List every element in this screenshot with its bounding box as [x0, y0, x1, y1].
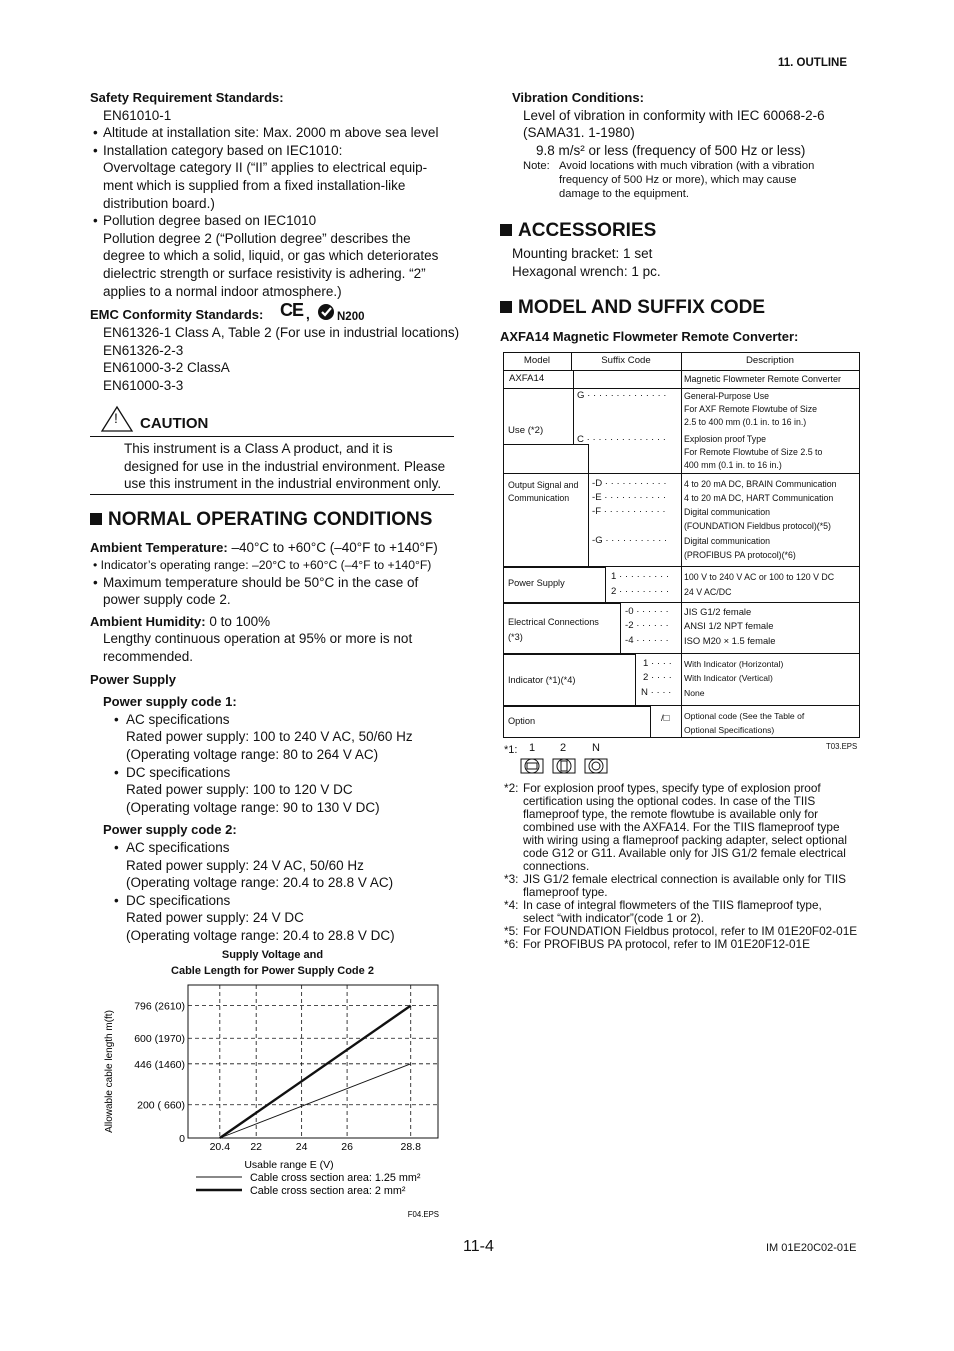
- safety-bullet-subline: Pollution degree 2 (“Pollution degree” describes the: [103, 230, 411, 246]
- bullet-dot: •: [114, 711, 119, 727]
- output-code-e: -E · · · · · · · · · · ·: [592, 492, 667, 503]
- bullet-dot: •: [93, 213, 98, 229]
- ps1-title: Power supply code 1:: [103, 694, 237, 710]
- safety-bullet-subline: distribution board.): [103, 195, 215, 211]
- use-desc-c: [684, 433, 822, 472]
- note-line: combined use with the AXFA14. For the TIIS flameproof type: [523, 820, 840, 834]
- ambient-temp-note: • Indicator’s operating range: –20°C to +60°C (–4°F to +140°F): [93, 557, 432, 572]
- heading-square-icon: [90, 513, 102, 525]
- indicator-desc-2: With Indicator (Vertical): [684, 673, 773, 683]
- ps2-specs: [90, 839, 460, 945]
- output-desc-line: (FOUNDATION Fieldbus protocol)(*5): [684, 521, 831, 532]
- output-desc-f: [684, 505, 831, 534]
- ps-spec-head: [90, 892, 460, 910]
- ps-spec-head: [90, 764, 460, 782]
- power-supply-title: Power Supply: [90, 671, 176, 687]
- cable-length-chart: [100, 947, 460, 1227]
- y-tick-label: 0: [179, 1133, 185, 1145]
- safety-standard-line: EN61010-1: [103, 107, 172, 123]
- x-axis-label: Usable range E (V): [244, 1159, 334, 1171]
- output-code-g: -G · · · · · · · · · · ·: [592, 535, 668, 546]
- caution-exclamation: !: [114, 410, 118, 426]
- indicator-code-n: N · · · ·: [641, 687, 672, 698]
- use-desc-line: 400 mm (0.1 in. to 16 in.): [684, 460, 782, 470]
- bullet-dot: •: [93, 142, 98, 158]
- note-key: *5:: [504, 924, 519, 938]
- max-temp-line: power supply code 2.: [103, 592, 231, 608]
- chart-subtitle: Cable Length for Power Supply Code 2: [171, 965, 374, 977]
- legend-entry: Cable cross section area: 1.25 mm²: [250, 1172, 421, 1184]
- note-line: JIS G1/2 female electrical connection is available only for TIIS: [523, 872, 847, 886]
- ps-spec-line: Rated power supply: 24 V DC: [126, 910, 304, 926]
- note-key: *6:: [504, 937, 519, 951]
- vibration-limit: 9.8 m/s² or less (frequency of 500 Hz or less): [536, 142, 806, 158]
- safety-bullet-subline: degree to which a solid, liquid, or gas which deteriorates: [103, 248, 439, 264]
- power-code-2: 2 · · · · · · · · ·: [611, 586, 670, 597]
- ps1-specs: [90, 711, 460, 817]
- note-line: code G12 or G11. Available only for JIS G1/2 female electrical: [523, 846, 846, 860]
- accessories-heading: [500, 220, 860, 242]
- note-line: select “with indicator”(code 1 or 2).: [523, 911, 704, 925]
- power-label: Power Supply: [508, 578, 565, 588]
- ps2-title: Power supply code 2:: [103, 822, 237, 838]
- model-suffix-code: [500, 297, 860, 346]
- use-code-g: G · · · · · · · · · · · · · ·: [577, 390, 667, 401]
- series-line: [220, 1006, 411, 1138]
- safety-standards: [90, 107, 460, 125]
- accessories: [500, 220, 860, 280]
- ambient-temp-label: Ambient Temperature:: [90, 540, 228, 555]
- option-desc: [684, 709, 804, 737]
- note-line: connections.: [523, 859, 590, 873]
- y-axis-label: Allowable cable length m(ft): [104, 1010, 115, 1133]
- accessory-item: Mounting bracket: 1 set: [512, 246, 653, 261]
- use-desc-g: [684, 390, 817, 429]
- bullet-dot: •: [114, 764, 119, 780]
- elec-desc-2: ANSI 1/2 NPT female: [684, 620, 774, 631]
- note-line: flameproof type, the remote flowtube is available only for: [523, 807, 819, 821]
- elec-label-line: Electrical Connections: [508, 617, 599, 627]
- emc-title: EMC Conformity Standards:: [90, 307, 264, 323]
- indicator-code-1: 1 · · · ·: [643, 658, 672, 669]
- noc-heading: [90, 509, 460, 531]
- note-lines: [559, 159, 862, 201]
- safety-bullet: [92, 124, 460, 142]
- humidity-value: 0 to 100%: [205, 613, 271, 629]
- ambient-temperature: [90, 539, 460, 557]
- note-label: Note:: [523, 160, 550, 173]
- indicator-range: Indicator’s operating range: –20°C to +60°C (–4°F to +140°F): [100, 557, 432, 572]
- note-key: *2:: [504, 781, 519, 795]
- ps-spec-head-text: DC specifications: [126, 892, 231, 908]
- vibration-note-line: Avoid locations with much vibration (with a vibration: [559, 160, 815, 173]
- safety-bullet-text: Altitude at installation site: Max. 2000 m above sea level: [103, 125, 439, 141]
- note-key: *3:: [504, 872, 519, 886]
- output-code-d: -D · · · · · · · · · · ·: [592, 478, 667, 489]
- caution-line: This instrument is a Class A product, and it is: [124, 441, 393, 456]
- safety-bullet-subline: Overvoltage category II (“II” applies to electrical equip-: [103, 160, 428, 176]
- ps-spec-head-text: DC specifications: [126, 764, 231, 780]
- x-tick-label: 20.4: [209, 1141, 231, 1153]
- output-desc-e: 4 to 20 mA DC, HART Communication: [684, 493, 834, 503]
- elec-code-2: -2 · · · · · ·: [625, 620, 669, 631]
- page-number: 11-4: [463, 1238, 494, 1255]
- max-temp-note: • Maximum temperature should be 50°C in the case of power supply code 2.: [90, 574, 460, 609]
- use-desc-line: 2.5 to 400 mm (0.1 in. to 16 in.): [684, 417, 807, 427]
- safety-bullets: [92, 124, 460, 300]
- x-tick-label: 26: [341, 1141, 353, 1153]
- note-line: For FOUNDATION Fieldbus protocol, refer to IM 01E20F02-01E: [523, 924, 858, 938]
- elec-label: [508, 615, 599, 645]
- table-model-code: AXFA14: [509, 373, 545, 384]
- ps-spec-line: (Operating voltage range: 80 to 264 V AC): [126, 746, 379, 762]
- right-column: [512, 89, 862, 201]
- bullet-dot: •: [114, 892, 119, 908]
- caution-line: use this instrument in the industrial environment only.: [124, 476, 442, 492]
- x-tick-label: 28.8: [400, 1141, 421, 1153]
- caution-text: [124, 440, 454, 493]
- elec-label-line: (*3): [508, 632, 523, 642]
- humidity-label: Ambient Humidity:: [90, 613, 206, 629]
- ps-spec-head: [90, 711, 460, 729]
- humidity-line: Lengthy continuous operation at 95% or more is not: [103, 631, 413, 647]
- emc-standard-line: EN61326-1 Class A, Table 2 (For use in industrial locations): [103, 325, 460, 341]
- ps-spec-head-text: AC specifications: [126, 711, 230, 727]
- series-line: [220, 1064, 411, 1138]
- table-note: [504, 938, 860, 951]
- table-notes: [504, 782, 860, 951]
- use-label: Use (*2): [508, 425, 544, 436]
- emc-separator: ,: [306, 307, 310, 323]
- output-label-line: Output Signal and: [508, 480, 579, 490]
- emc-standards: [90, 324, 460, 394]
- safety-bullet-text: Installation category based on IEC1010:: [103, 142, 343, 158]
- emc-standard-line: EN61000-3-3: [103, 377, 184, 393]
- safety-title: Safety Requirement Standards:: [90, 90, 284, 105]
- table-note: [504, 899, 860, 925]
- caution-box: [90, 405, 454, 493]
- elec-desc-0: JIS G1/2 female: [684, 606, 752, 617]
- power-desc-2: 24 V AC/DC: [684, 587, 732, 597]
- table-title: AXFA14 Magnetic Flowmeter Remote Converter:: [500, 329, 799, 344]
- output-desc-d: 4 to 20 mA DC, BRAIN Communication: [684, 479, 837, 489]
- y-tick-label: 600 (1970): [134, 1033, 185, 1046]
- bullet-dot: •: [93, 125, 98, 141]
- c-tick-mark-icon: [317, 303, 335, 326]
- option-code: /□: [661, 713, 670, 724]
- power-code-1: 1 · · · · · · · · ·: [611, 571, 670, 582]
- ps-spec-line: Rated power supply: 24 V AC, 50/60 Hz: [126, 857, 364, 873]
- table-head-description: Description: [746, 355, 794, 366]
- output-desc-g: [684, 534, 796, 563]
- chart-plot: [100, 947, 460, 1227]
- safety-bullet: [92, 142, 460, 160]
- indicator-code-2: 2 · · · ·: [643, 672, 672, 683]
- n200-mark: N200: [337, 311, 365, 324]
- humidity-note: [90, 630, 460, 665]
- elec-desc-4: ISO M20 × 1.5 female: [684, 635, 776, 646]
- humidity-line: recommended.: [103, 648, 194, 664]
- vibration-note-line: damage to the equipment.: [559, 188, 689, 201]
- x-tick-label: 24: [295, 1141, 308, 1153]
- plot-frame: [188, 985, 438, 1138]
- use-desc-line: Explosion proof Type: [684, 434, 766, 444]
- ps-spec-line: Rated power supply: 100 to 240 V AC, 50/60 Hz: [126, 729, 413, 745]
- vibration-note: [512, 159, 862, 201]
- use-desc-line: General-Purpose Use: [684, 391, 770, 401]
- left-column: [90, 89, 460, 395]
- emc-standard-line: EN61000-3-2 ClassA: [103, 360, 230, 376]
- option-desc-line: Optional code (See the Table of: [684, 711, 805, 721]
- caution-line: designed for use in the industrial environment. Please: [124, 458, 446, 474]
- output-desc-line: Digital communication: [684, 536, 771, 546]
- note-line: certification using the optional codes. In case of the TIIS: [523, 794, 816, 808]
- safety-bullet-subline: dielectric strength or surface resistivity is adhering. “2”: [103, 265, 426, 281]
- caution-rule-top: [90, 436, 454, 437]
- note-line: For PROFIBUS PA protocol, refer to IM 01E20F12-01E: [523, 937, 810, 951]
- power-desc-1: 100 V to 240 V AC or 100 to 120 V DC: [684, 572, 835, 582]
- safety-bullet-text: Pollution degree based on IEC1010: [103, 213, 317, 229]
- option-label: Option: [508, 716, 536, 726]
- safety-bullet-subline: ment which is supplied from a fixed installation-like: [103, 177, 406, 193]
- y-tick-label: 200 ( 660): [137, 1099, 185, 1112]
- indicator-desc-1: With Indicator (Horizontal): [684, 659, 784, 669]
- ce-mark: CE: [280, 300, 304, 321]
- elec-code-0: -0 · · · · · ·: [625, 606, 669, 617]
- indicator-figures: [504, 740, 644, 780]
- output-label: [508, 479, 578, 504]
- use-code-c: C · · · · · · · · · · · · · ·: [577, 434, 666, 445]
- vibration-line: (SAMA31. 1-1980): [523, 125, 635, 141]
- table-head-model: Model: [523, 355, 551, 366]
- safety-bullet: [92, 212, 460, 230]
- vibration-note-line: frequency of 500 Hz or more), which may cause: [559, 174, 797, 187]
- ambient-temp-value: –40°C to +60°C (–40°F to +140°F): [227, 540, 438, 555]
- bullet-dot: •: [114, 839, 119, 855]
- indicator-orientation-icon: [518, 754, 618, 778]
- normal-operating-conditions: [90, 509, 460, 944]
- elec-code-4: -4 · · · · · ·: [625, 635, 669, 646]
- indicator-fig-label: *1:: [504, 744, 518, 756]
- accessory-item: Hexagonal wrench: 1 pc.: [512, 263, 661, 279]
- vibration-line: Level of vibration in conformity with IEC 60068-2-6: [523, 107, 825, 123]
- heading-square-icon: [500, 301, 512, 313]
- table-note: [504, 873, 860, 899]
- accessories-list: [500, 245, 860, 280]
- vibration-value: [512, 142, 862, 160]
- vibration-title: Vibration Conditions:: [512, 90, 644, 105]
- ps-spec-head: [90, 839, 460, 857]
- msc-title: MODEL AND SUFFIX CODE: [518, 297, 766, 318]
- output-code-f: -F · · · · · · · · · · ·: [592, 506, 666, 517]
- ambient-humidity: [90, 613, 460, 631]
- chart-title: Supply Voltage and: [221, 949, 324, 961]
- x-tick-label: 22: [250, 1141, 263, 1153]
- note-line: In case of integral flowmeters of the TIIS flameproof type,: [523, 898, 822, 912]
- indicator-desc-n: None: [684, 688, 705, 698]
- legend-entry: Cable cross section area: 2 mm²: [250, 1185, 406, 1197]
- output-desc-line: (PROFIBUS PA protocol)(*6): [684, 550, 796, 561]
- table-head-suffix: Suffix Code: [601, 355, 651, 366]
- indicator-label: Indicator (*1)(*4): [508, 675, 576, 685]
- table-eps-label: T03.EPS: [826, 742, 858, 751]
- ps-spec-line: (Operating voltage range: 20.4 to 28.8 V DC): [126, 927, 395, 943]
- output-desc-line: Digital communication: [684, 507, 771, 517]
- safety-bullet-subline: applies to a normal indoor atmosphere.): [103, 283, 342, 299]
- document-number: IM 01E20C02-01E: [766, 1242, 857, 1254]
- use-desc-line: For AXF Remote Flowtube of Size: [684, 404, 817, 414]
- ps-spec-line: (Operating voltage range: 20.4 to 28.8 V AC): [126, 875, 394, 891]
- y-tick-label: 446 (1460): [134, 1058, 185, 1071]
- indicator-fig-code-1: 1: [529, 742, 536, 754]
- indicator-fig-code-n: N: [592, 742, 600, 754]
- use-desc-line: For Remote Flowtube of Size 2.5 to: [684, 447, 823, 457]
- model-suffix-table: [503, 352, 861, 740]
- caution-rule-bottom: [90, 494, 454, 495]
- ps-spec-line: Rated power supply: 100 to 120 V DC: [126, 782, 353, 798]
- noc-title: NORMAL OPERATING CONDITIONS: [108, 509, 433, 530]
- ps-spec-head-text: AC specifications: [126, 839, 230, 855]
- note-line: flameproof type.: [523, 885, 608, 899]
- vibration-text: [512, 107, 862, 142]
- caution-title: CAUTION: [140, 415, 209, 432]
- note-line: with wiring using a flameproof packing adapter, select optional: [523, 833, 847, 847]
- note-line: For explosion proof types, specify type of explosion proof: [523, 781, 821, 795]
- chart-eps-label: F04.EPS: [407, 1210, 439, 1219]
- ps-spec-line: (Operating voltage range: 90 to 130 V DC): [126, 799, 380, 815]
- table-note: [504, 782, 860, 873]
- note-key: *4:: [504, 898, 519, 912]
- emc-heading: [90, 300, 460, 324]
- indicator-fig-code-2: 2: [560, 742, 567, 754]
- heading-square-icon: [500, 224, 512, 236]
- msc-heading: [500, 297, 860, 319]
- accessories-title: ACCESSORIES: [518, 220, 657, 241]
- running-header: 11. OUTLINE: [778, 57, 848, 69]
- max-temp-line: Maximum temperature should be 50°C in the case of: [103, 574, 419, 590]
- option-desc-line: Optional Specifications): [684, 725, 775, 735]
- y-tick-label: 796 (2610): [134, 1000, 185, 1013]
- table-model-desc: Magnetic Flowmeter Remote Converter: [684, 374, 842, 384]
- output-label-line: Communication: [508, 492, 570, 503]
- emc-standard-line: EN61326-2-3: [103, 342, 184, 358]
